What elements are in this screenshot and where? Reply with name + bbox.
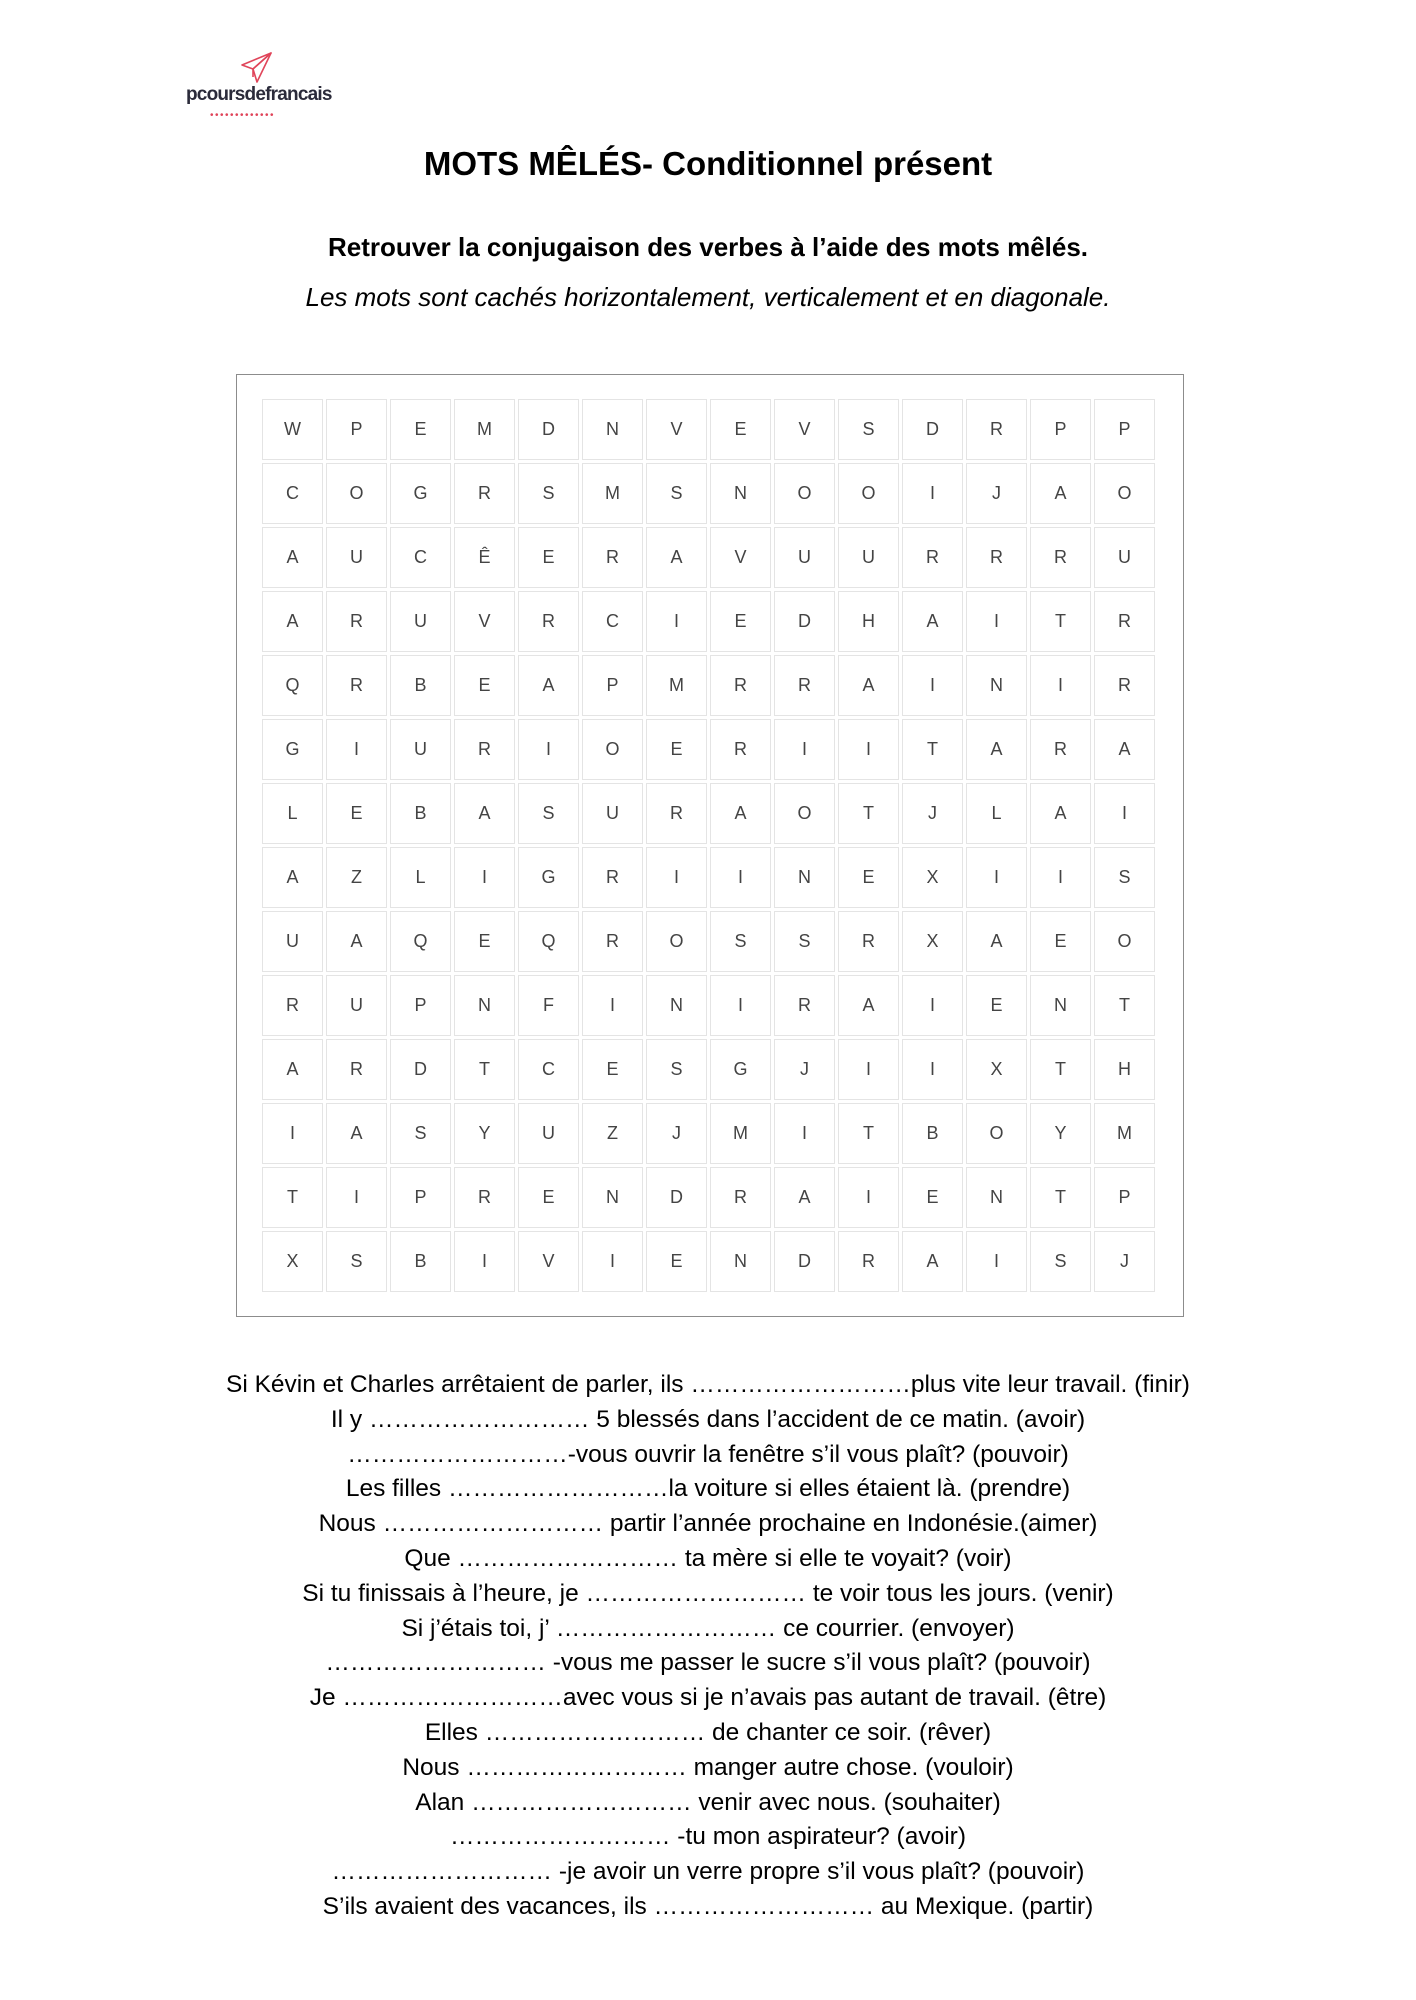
grid-cell[interactable]: I xyxy=(646,847,707,908)
grid-cell[interactable]: E xyxy=(454,911,515,972)
exercise-sentences xyxy=(150,1368,1266,1925)
exercise-sentence: Si tu finissais à l’heure, je ……………………… te voir tous les jours. (venir) xyxy=(302,1579,1114,1607)
grid-cell[interactable]: G xyxy=(262,719,323,780)
grid-cell[interactable]: A xyxy=(454,783,515,844)
exercise-instruction: Retrouver la conjugaison des verbes à l’aide des mots mêlés. xyxy=(327,232,1089,262)
grid-cell[interactable]: R xyxy=(518,591,579,652)
grid-cell[interactable]: V xyxy=(646,399,707,460)
grid-cell[interactable]: R xyxy=(454,719,515,780)
grid-cell[interactable]: E xyxy=(838,847,899,908)
grid-cell[interactable]: I xyxy=(582,1231,643,1292)
grid-cell[interactable]: E xyxy=(326,783,387,844)
exercise-sentence: Il y ……………………… 5 blessés dans l’accident de ce matin. (avoir) xyxy=(330,1405,1086,1433)
grid-cell[interactable]: A xyxy=(710,783,771,844)
grid-cell[interactable]: T xyxy=(838,1103,899,1164)
exercise-sentence: ……………………… -je avoir un verre propre s’il vous plaît? (pouvoir) xyxy=(331,1858,1085,1886)
grid-cell[interactable]: C xyxy=(262,463,323,524)
grid-cell[interactable]: I xyxy=(1094,783,1155,844)
grid-cell[interactable]: I xyxy=(774,1103,835,1164)
grid-cell[interactable]: H xyxy=(838,591,899,652)
grid-cell[interactable]: I xyxy=(838,1039,899,1100)
grid-cell[interactable]: A xyxy=(902,591,963,652)
grid-cell[interactable]: M xyxy=(710,1103,771,1164)
grid-cell[interactable]: I xyxy=(326,719,387,780)
grid-cell[interactable]: N xyxy=(582,399,643,460)
grid-cell[interactable]: Q xyxy=(518,911,579,972)
grid-cell[interactable]: I xyxy=(262,1103,323,1164)
grid-cell[interactable]: U xyxy=(774,527,835,588)
grid-cell[interactable]: D xyxy=(774,591,835,652)
grid-cell[interactable]: R xyxy=(454,463,515,524)
grid-cell[interactable]: C xyxy=(582,591,643,652)
grid-cell[interactable]: U xyxy=(326,527,387,588)
grid-cell[interactable]: I xyxy=(710,847,771,908)
grid-cell[interactable]: R xyxy=(1094,655,1155,716)
grid-cell[interactable]: I xyxy=(838,719,899,780)
exercise-sentence: Alan ……………………… venir avec nous. (souhaiter) xyxy=(415,1788,1001,1816)
grid-cell[interactable]: I xyxy=(774,719,835,780)
grid-cell[interactable]: I xyxy=(966,847,1027,908)
exercise-sentence: S’ils avaient des vacances, ils ……………………… au Mexique. (partir) xyxy=(322,1892,1094,1920)
grid-cell[interactable]: E xyxy=(1030,911,1091,972)
grid-cell[interactable]: B xyxy=(390,655,451,716)
grid-cell[interactable]: O xyxy=(646,911,707,972)
grid-cell[interactable]: R xyxy=(582,847,643,908)
exercise-sentence: Que ……………………… ta mère si elle te voyait? (voir) xyxy=(404,1544,1012,1572)
grid-cell[interactable]: A xyxy=(326,1103,387,1164)
grid-cell[interactable]: U xyxy=(390,719,451,780)
grid-cell[interactable]: T xyxy=(1030,591,1091,652)
grid-cell[interactable]: A xyxy=(262,847,323,908)
grid-cell[interactable]: S xyxy=(326,1231,387,1292)
page-title: MOTS MÊLÉS- Conditionnel présent xyxy=(423,145,993,182)
grid-cell[interactable]: I xyxy=(966,1231,1027,1292)
grid-cell[interactable]: L xyxy=(390,847,451,908)
grid-cell[interactable]: M xyxy=(582,463,643,524)
grid-cell[interactable]: A xyxy=(966,911,1027,972)
grid-cell[interactable]: N xyxy=(966,655,1027,716)
grid-cell[interactable]: J xyxy=(966,463,1027,524)
grid-cell[interactable]: N xyxy=(710,1231,771,1292)
grid-cell[interactable]: R xyxy=(710,719,771,780)
grid-cell[interactable]: N xyxy=(454,975,515,1036)
exercise-subinstruction: Les mots sont cachés horizontalement, verticalement et en diagonale. xyxy=(305,282,1111,312)
grid-cell[interactable]: S xyxy=(1030,1231,1091,1292)
grid-cell[interactable]: J xyxy=(646,1103,707,1164)
grid-cell[interactable]: R xyxy=(966,399,1027,460)
grid-cell[interactable]: E xyxy=(966,975,1027,1036)
grid-cell[interactable]: E xyxy=(454,655,515,716)
grid-cell[interactable]: Z xyxy=(326,847,387,908)
grid-cell[interactable]: H xyxy=(1094,1039,1155,1100)
grid-cell[interactable]: E xyxy=(518,1167,579,1228)
grid-cell[interactable]: A xyxy=(262,1039,323,1100)
grid-cell[interactable]: L xyxy=(262,783,323,844)
grid-cell[interactable]: M xyxy=(1094,1103,1155,1164)
grid-cell[interactable]: S xyxy=(646,463,707,524)
grid-cell[interactable]: A xyxy=(838,655,899,716)
grid-cell[interactable]: R xyxy=(774,975,835,1036)
grid-cell[interactable]: U xyxy=(838,527,899,588)
grid-cell[interactable]: P xyxy=(1094,1167,1155,1228)
grid-cell[interactable]: X xyxy=(966,1039,1027,1100)
grid-cell[interactable]: D xyxy=(646,1167,707,1228)
grid-cell[interactable]: R xyxy=(902,527,963,588)
paper-plane-icon xyxy=(238,50,274,86)
grid-cell[interactable]: I xyxy=(902,1039,963,1100)
grid-cell[interactable]: P xyxy=(390,975,451,1036)
grid-cell[interactable]: B xyxy=(390,1231,451,1292)
grid-cell[interactable]: B xyxy=(902,1103,963,1164)
grid-cell[interactable]: X xyxy=(902,911,963,972)
grid-cell[interactable]: O xyxy=(326,463,387,524)
grid-cell[interactable]: O xyxy=(774,783,835,844)
grid-cell[interactable]: E xyxy=(390,399,451,460)
grid-cell[interactable]: R xyxy=(326,1039,387,1100)
grid-cell[interactable]: T xyxy=(902,719,963,780)
grid-cell[interactable]: I xyxy=(518,719,579,780)
grid-cell[interactable]: I xyxy=(1030,655,1091,716)
grid-cell[interactable]: O xyxy=(774,463,835,524)
grid-cell[interactable]: A xyxy=(518,655,579,716)
grid-cell[interactable]: U xyxy=(582,783,643,844)
grid-cell[interactable]: R xyxy=(326,591,387,652)
grid-cell[interactable]: E xyxy=(646,719,707,780)
grid-cell[interactable]: Y xyxy=(1030,1103,1091,1164)
brand-logo xyxy=(186,50,336,120)
grid-cell[interactable]: R xyxy=(966,527,1027,588)
grid-cell[interactable]: A xyxy=(966,719,1027,780)
grid-cell[interactable]: A xyxy=(1030,783,1091,844)
grid-cell[interactable]: M xyxy=(646,655,707,716)
grid-cell[interactable]: I xyxy=(902,463,963,524)
grid-cell[interactable]: R xyxy=(710,655,771,716)
brand-dots-decoration: ••••••••••••• xyxy=(210,110,276,121)
exercise-sentence: ……………………… -tu mon aspirateur? (avoir) xyxy=(450,1823,966,1851)
grid-cell[interactable]: T xyxy=(262,1167,323,1228)
grid-cell[interactable]: R xyxy=(1030,719,1091,780)
grid-cell[interactable]: O xyxy=(966,1103,1027,1164)
grid-cell[interactable]: J xyxy=(774,1039,835,1100)
grid-cell[interactable]: S xyxy=(1094,847,1155,908)
grid-cell[interactable]: R xyxy=(710,1167,771,1228)
grid-cell[interactable]: A xyxy=(646,527,707,588)
grid-cell[interactable]: I xyxy=(902,975,963,1036)
grid-cell[interactable]: G xyxy=(710,1039,771,1100)
exercise-sentence: Nous ……………………… partir l’année prochaine en Indonésie.(aimer) xyxy=(318,1510,1098,1538)
grid-cell[interactable]: R xyxy=(582,911,643,972)
grid-cell[interactable]: W xyxy=(262,399,323,460)
grid-cell[interactable]: I xyxy=(902,655,963,716)
grid-cell[interactable]: O xyxy=(1094,463,1155,524)
grid-cell[interactable]: Y xyxy=(454,1103,515,1164)
grid-cell[interactable]: S xyxy=(838,399,899,460)
grid-cell[interactable]: F xyxy=(518,975,579,1036)
grid-cell[interactable]: I xyxy=(1030,847,1091,908)
grid-cell[interactable]: P xyxy=(1030,399,1091,460)
grid-cell[interactable]: R xyxy=(774,655,835,716)
grid-cell[interactable]: T xyxy=(838,783,899,844)
grid-cell[interactable]: E xyxy=(646,1231,707,1292)
grid-cell[interactable]: P xyxy=(326,399,387,460)
grid-cell[interactable]: E xyxy=(518,527,579,588)
grid-cell[interactable]: R xyxy=(646,783,707,844)
grid-cell[interactable]: I xyxy=(838,1167,899,1228)
grid-cell[interactable]: Q xyxy=(262,655,323,716)
grid-cell[interactable]: Ê xyxy=(454,527,515,588)
exercise-sentence: Elles ……………………… de chanter ce soir. (rêver) xyxy=(424,1718,992,1746)
grid-cell[interactable]: V xyxy=(518,1231,579,1292)
grid-cell[interactable]: I xyxy=(454,1231,515,1292)
grid-cell[interactable]: U xyxy=(390,591,451,652)
grid-cell[interactable]: R xyxy=(454,1167,515,1228)
grid-cell[interactable]: X xyxy=(262,1231,323,1292)
grid-cell[interactable]: I xyxy=(646,591,707,652)
exercise-sentence: Si j’étais toi, j’ ……………………… ce courrier. (envoyer) xyxy=(401,1614,1015,1642)
grid-cell[interactable]: D xyxy=(902,399,963,460)
grid-cell[interactable]: N xyxy=(710,463,771,524)
grid-cell[interactable]: A xyxy=(262,591,323,652)
grid-cell[interactable]: G xyxy=(518,847,579,908)
grid-cell[interactable]: N xyxy=(774,847,835,908)
grid-cell[interactable]: N xyxy=(1030,975,1091,1036)
grid-cell[interactable]: D xyxy=(390,1039,451,1100)
grid-cell[interactable]: I xyxy=(710,975,771,1036)
grid-cell[interactable]: I xyxy=(454,847,515,908)
grid-cell[interactable]: T xyxy=(1030,1167,1091,1228)
grid-cell[interactable]: U xyxy=(518,1103,579,1164)
grid-cell[interactable]: A xyxy=(1030,463,1091,524)
grid-cell[interactable]: S xyxy=(710,911,771,972)
grid-cell[interactable]: P xyxy=(390,1167,451,1228)
grid-cell[interactable]: E xyxy=(710,591,771,652)
grid-cell[interactable]: N xyxy=(582,1167,643,1228)
grid-cell[interactable]: D xyxy=(774,1231,835,1292)
grid-cell[interactable]: G xyxy=(390,463,451,524)
grid-cell[interactable]: A xyxy=(902,1231,963,1292)
grid-cell[interactable]: J xyxy=(1094,1231,1155,1292)
grid-cell[interactable]: S xyxy=(774,911,835,972)
grid-cell[interactable]: L xyxy=(966,783,1027,844)
grid-cell[interactable]: R xyxy=(838,911,899,972)
grid-cell[interactable]: C xyxy=(390,527,451,588)
grid-cell[interactable]: R xyxy=(1030,527,1091,588)
grid-cell[interactable]: V xyxy=(710,527,771,588)
grid-cell[interactable]: S xyxy=(518,463,579,524)
grid-cell[interactable]: R xyxy=(262,975,323,1036)
exercise-sentence: Si Kévin et Charles arrêtaient de parler, ils ………………………plus vite leur travail. (finir) xyxy=(226,1371,1190,1398)
word-search-grid xyxy=(262,399,1155,1292)
grid-cell[interactable]: U xyxy=(262,911,323,972)
grid-cell[interactable]: A xyxy=(262,527,323,588)
grid-cell[interactable]: T xyxy=(1094,975,1155,1036)
grid-cell[interactable]: U xyxy=(1094,527,1155,588)
grid-cell[interactable]: Q xyxy=(390,911,451,972)
grid-cell[interactable]: J xyxy=(902,783,963,844)
grid-cell[interactable]: A xyxy=(326,911,387,972)
grid-cell[interactable]: R xyxy=(326,655,387,716)
grid-cell[interactable]: D xyxy=(518,399,579,460)
grid-cell[interactable]: S xyxy=(646,1039,707,1100)
grid-cell[interactable]: A xyxy=(1094,719,1155,780)
grid-cell[interactable]: O xyxy=(1094,911,1155,972)
grid-cell[interactable]: R xyxy=(1094,591,1155,652)
grid-cell[interactable]: S xyxy=(518,783,579,844)
grid-cell[interactable]: P xyxy=(582,655,643,716)
grid-cell[interactable]: I xyxy=(326,1167,387,1228)
grid-cell[interactable]: X xyxy=(902,847,963,908)
grid-cell[interactable]: E xyxy=(710,399,771,460)
grid-cell[interactable]: R xyxy=(582,527,643,588)
grid-cell[interactable]: N xyxy=(646,975,707,1036)
grid-cell[interactable]: I xyxy=(582,975,643,1036)
grid-cell[interactable]: Z xyxy=(582,1103,643,1164)
exercise-sentence: ……………………… -vous me passer le sucre s’il vous plaît? (pouvoir) xyxy=(325,1649,1091,1677)
exercise-sentence: Je ………………………avec vous si je n’avais pas autant de travail. (être) xyxy=(309,1684,1107,1712)
grid-cell[interactable]: O xyxy=(582,719,643,780)
grid-cell[interactable]: O xyxy=(838,463,899,524)
grid-cell[interactable]: V xyxy=(774,399,835,460)
grid-cell[interactable]: M xyxy=(454,399,515,460)
exercise-sentence: Les filles ………………………la voiture si elles étaient là. (prendre) xyxy=(345,1475,1071,1503)
grid-cell[interactable]: U xyxy=(326,975,387,1036)
grid-cell[interactable]: A xyxy=(774,1167,835,1228)
grid-cell[interactable]: R xyxy=(838,1231,899,1292)
brand-name: pcoursdefrancais xyxy=(186,84,332,105)
exercise-sentence: ………………………-vous ouvrir la fenêtre s’il vous plaît? (pouvoir) xyxy=(347,1440,1069,1468)
grid-cell[interactable]: A xyxy=(838,975,899,1036)
grid-cell[interactable]: S xyxy=(390,1103,451,1164)
grid-cell[interactable]: B xyxy=(390,783,451,844)
grid-cell[interactable]: V xyxy=(454,591,515,652)
grid-cell[interactable]: E xyxy=(582,1039,643,1100)
grid-cell[interactable]: T xyxy=(1030,1039,1091,1100)
grid-cell[interactable]: T xyxy=(454,1039,515,1100)
grid-cell[interactable]: N xyxy=(966,1167,1027,1228)
grid-cell[interactable]: I xyxy=(966,591,1027,652)
grid-cell[interactable]: C xyxy=(518,1039,579,1100)
grid-cell[interactable]: E xyxy=(902,1167,963,1228)
grid-cell[interactable]: P xyxy=(1094,399,1155,460)
exercise-sentence: Nous ……………………… manger autre chose. (vouloir) xyxy=(402,1753,1014,1781)
